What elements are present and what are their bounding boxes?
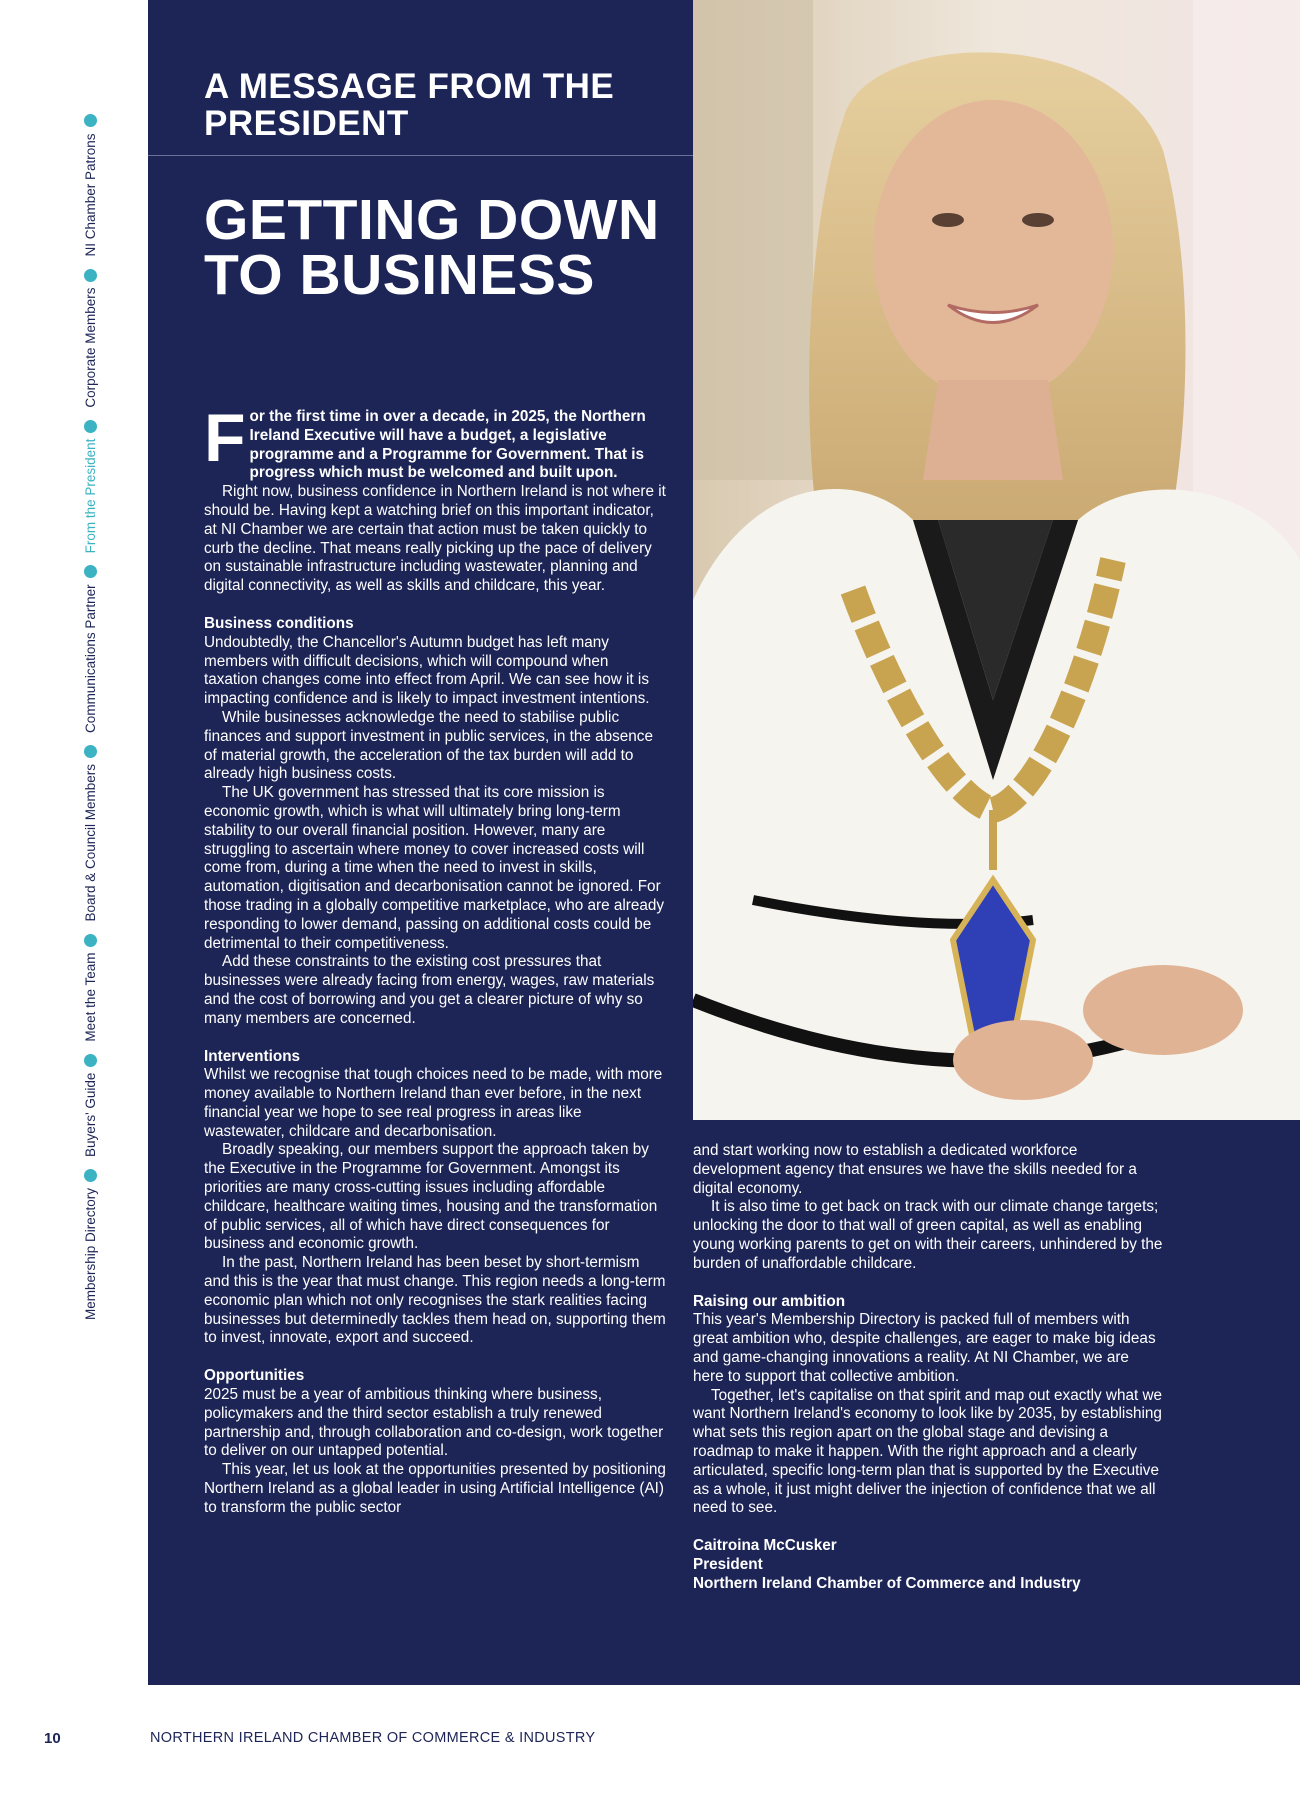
body-paragraph: Undoubtedly, the Chancellor's Autumn budget has left many members with difficult decisions, which will compound when taxation changes come into effect from April. We can see how it is impacting confidence and is likely to impact investment intentions. <box>204 633 650 708</box>
body-paragraph: Right now, business confidence in Northern Ireland is not where it should be. Having kept a watching brief on this important indicator, at NI Chamber we are certain that action must be taken quickly to curb the decline. That means really picking up the pace of delivery on sustainable infrastructure including wastewater, planning and digital connectivity, as well as skills and childcare, this year. <box>204 483 666 595</box>
subheading-interventions: Interventions <box>204 1047 301 1065</box>
section-nav-item[interactable] <box>83 1163 98 1320</box>
section-nav-item[interactable] <box>83 928 98 1042</box>
footer-title: NORTHERN IRELAND CHAMBER OF COMMERCE & INDUSTRY <box>150 1730 596 1746</box>
nav-dot-icon <box>84 1054 97 1067</box>
nav-dot-icon <box>84 745 97 758</box>
nav-dot-icon <box>84 934 97 947</box>
section-nav-label: Board & Council Members <box>82 763 98 922</box>
nav-dot-icon <box>84 1169 97 1182</box>
section-nav-label: Corporate Members <box>82 287 98 408</box>
dropcap: F <box>204 400 246 476</box>
president-portrait-photo <box>693 0 1300 1120</box>
body-paragraph: While businesses acknowledge the need to stabilise public finances and support investment in public services, in the absence of material growth, the acceleration of the tax burden will add to already high business costs. <box>204 708 653 783</box>
section-nav-label: Membership Directory <box>82 1187 98 1320</box>
section-nav-item[interactable] <box>83 559 98 733</box>
nav-dot-icon <box>84 269 97 282</box>
section-kicker: A MESSAGE FROM THE PRESIDENT <box>204 67 615 143</box>
section-nav-item[interactable] <box>83 739 98 922</box>
section-nav-item[interactable] <box>83 1048 98 1157</box>
body-paragraph: Add these constraints to the existing cost pressures that businesses were already facing from energy, wages, raw materials and the cost of borrowing and you get a clearer picture of why so many members are concerned. <box>204 953 655 1027</box>
body-paragraph: 2025 must be a year of ambitious thinking where business, policymakers and the third sector establish a truly renewed partnership and, through collaboration and co-design, work together to deliver on our untapped potential. <box>204 1386 664 1460</box>
portrait-illustration <box>693 0 1300 1120</box>
section-nav-label: Communications Partner <box>82 584 98 733</box>
page-footer <box>0 1730 1300 1754</box>
article-column-left <box>204 400 666 1518</box>
section-nav-item[interactable] <box>83 263 98 408</box>
lead-paragraph: For the first time in over a decade, in 2025, the Northern Ireland Executive will have a budget, a legislative programme and a Programme for Government. That is progress which must be welcomed and built upon. <box>204 400 646 482</box>
section-nav-label: Meet the Team <box>82 952 98 1042</box>
signature-block <box>693 1537 1163 1593</box>
body-paragraph: It is also time to get back on track with our climate change targets; unlocking the door to that wall of green capital, as well as enabling young working parents to get on with their careers, unhindered by the burden of unaffordable childcare. <box>693 1198 1163 1272</box>
nav-dot-icon <box>84 565 97 578</box>
page-number: 10 <box>44 1730 61 1747</box>
body-paragraph: The UK government has stressed that its core mission is economic growth, which is what will ultimately bring long-term stability to our overall financial position. However, many are struggling to ascertain where money to cover increased costs will come from, during a time when the need to invest in skills, automation, digitisation and decarbonisation cannot be ignored. For those trading in a globally competitive marketplace, who are already responding to lower demand, passing on additional costs could be detrimental to their competitiveness. <box>204 784 665 952</box>
section-nav <box>78 120 102 1320</box>
body-paragraph: In the past, Northern Ireland has been beset by short-termism and this is the year that must change. This region needs a long-term economic plan which not only recognises the stark realities facing businesses but determinedly tackles them head on, supporting them to invest, innovate, export and succeed. <box>204 1254 666 1347</box>
body-paragraph: Together, let's capitalise on that spirit and map out exactly what we want Northern Ireland's economy to look like by 2035, by establishing what sets this region apart on the global stage and devising a roadmap to make it happen. With the right approach and a clearly articulated, specific long-term plan that is supported by the Executive as a whole, it just might deliver the injection of confidence that we all need to see. <box>693 1386 1163 1517</box>
subheading-opportunities: Opportunities <box>204 1367 305 1385</box>
signature-name: Caitroina McCusker <box>693 1537 837 1555</box>
signature-organisation: Northern Ireland Chamber of Commerce and Industry <box>693 1574 1081 1592</box>
body-paragraph: This year's Membership Directory is packed full of members with great ambition who, despite challenges, are eager to make big ideas and game-changing innovations a reality. At NI Chamber, we are here to support that collective ambition. <box>693 1311 1156 1385</box>
subheading-business-conditions: Business conditions <box>204 614 354 632</box>
nav-dot-icon <box>84 114 97 127</box>
body-paragraph: Whilst we recognise that tough choices need to be made, with more money available to Northern Ireland than ever before, in the next financial year we hope to see real progress in areas like wastewater, childcare and decarbonisation. <box>204 1066 663 1140</box>
signature-role: President <box>693 1555 763 1573</box>
section-nav-item[interactable] <box>83 414 98 554</box>
subheading-raising-ambition: Raising our ambition <box>693 1292 846 1310</box>
nav-dot-icon <box>84 420 97 433</box>
section-nav-label: Buyers' Guide <box>82 1072 98 1157</box>
article-headline: GETTING DOWN TO BUSINESS <box>204 188 660 307</box>
body-paragraph: Broadly speaking, our members support the approach taken by the Executive in the Programme for Government. Amongst its priorities are many cross-cutting issues including affordable childcare, healthcare waiting times, housing and the transformation of public services, all of which have direct consequences for business and economic growth. <box>204 1141 658 1253</box>
body-paragraph: This year, let us look at the opportunities presented by positioning Northern Ireland as a global leader in using Artificial Intelligence (AI) to transform the public sector <box>204 1461 666 1516</box>
section-nav-label: From the President <box>82 438 98 554</box>
article-column-right <box>693 1142 1163 1594</box>
section-nav-item[interactable] <box>83 108 98 256</box>
body-paragraph: and start working now to establish a dedicated workforce development agency that ensures we have the skills needed for a digital economy. <box>693 1142 1137 1197</box>
divider <box>148 155 693 156</box>
section-nav-label: NI Chamber Patrons <box>82 133 98 257</box>
